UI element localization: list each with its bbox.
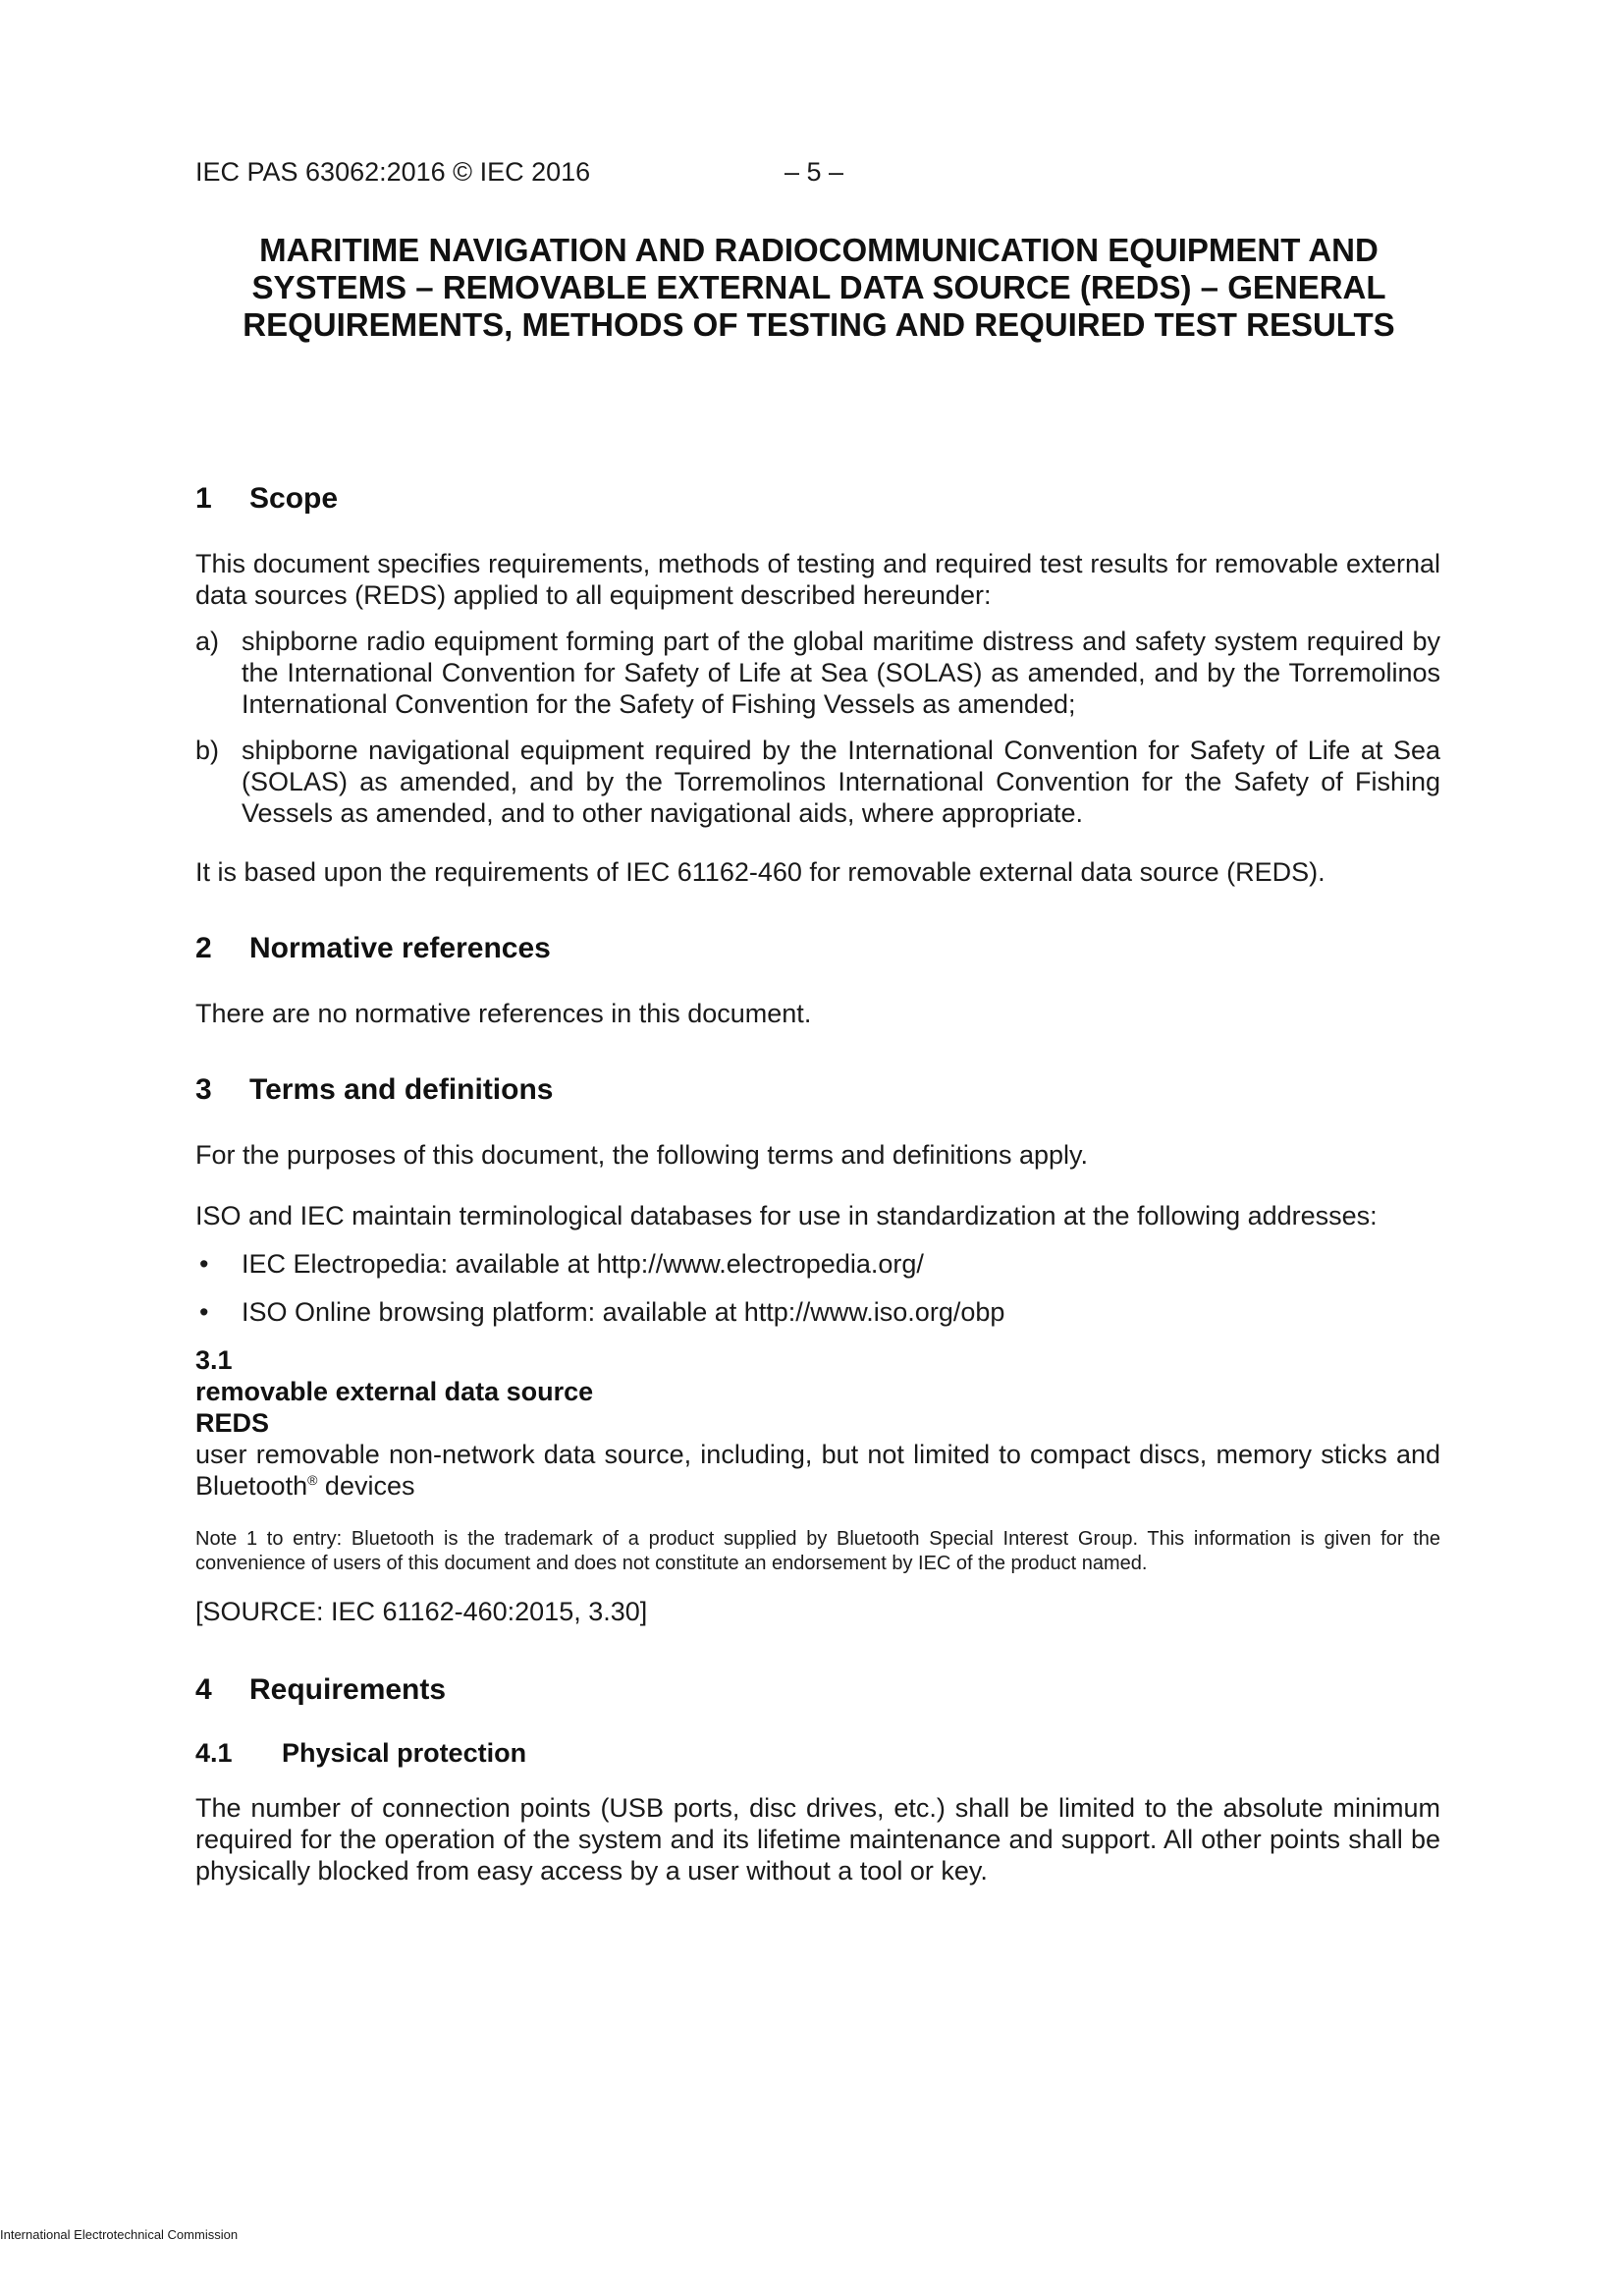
list-text: shipborne navigational equipment required by the International Convention for Safety of Life at Sea (SOLAS) as amended, and by the Torremolinos International Convention for the Safety of Fishing Vessels as amended, and to other navigational aids, where appropriate. [242,736,1440,828]
page-header [195,157,844,188]
section-title: Scope [249,482,339,515]
scope-intro: This document specifies requirements, methods of testing and required test results for removable external data sources (REDS) applied to all equipment described hereunder: [195,549,1440,610]
list-text: IEC Electropedia: available at http://www.electropedia.org/ [242,1249,924,1279]
section-number: 1 [195,482,212,515]
section-2-heading [195,929,1440,968]
subsection-number: 4.1 [195,1738,233,1768]
list-item [195,735,1440,829]
term-number: 3.1 [195,1345,233,1375]
page-number: – 5 – [784,157,844,187]
normative-text: There are no normative references in this document. [195,999,812,1028]
subsection-4-1-heading [195,1735,1440,1771]
bullet-icon: • [199,1297,209,1327]
list-text: shipborne radio equipment forming part of the global maritime distress and safety system required by the International Convention for Safety of Life at Sea (SOLAS) as amended, and by the Torremolinos International Convention for the Safety of Fishing Vessels as amended; [242,627,1440,719]
list-label: a) [195,627,220,656]
doc-id: IEC PAS 63062:2016 © IEC 2016 [195,157,591,187]
section-3-heading [195,1070,1440,1110]
registered-mark: ® [307,1472,318,1488]
term-abbreviation: REDS [195,1408,270,1438]
section-number: 4 [195,1673,212,1706]
section-title: Terms and definitions [249,1073,554,1106]
note-to-entry: Note 1 to entry: Bluetooth is the trademark of a product supplied by Bluetooth Special Interest Group. This information is given for the convenience of users of this document and does not constitute an endorsement by IEC of the product named. [195,1528,1440,1574]
list-text: ISO Online browsing platform: available at http://www.iso.org/obp [242,1297,1005,1327]
term-definition: user removable non-network data source, including, but not limited to compact discs, memory sticks and Bluetooth® devices [195,1440,1440,1501]
terms-intro: For the purposes of this document, the following terms and definitions apply. [195,1140,1088,1170]
section-4-heading [195,1670,1440,1710]
subsection-title: Physical protection [282,1738,527,1768]
document-title: MARITIME NAVIGATION AND RADIOCOMMUNICATION EQUIPMENT AND SYSTEMS – REMOVABLE EXTERNAL DATA SOURCE (REDS) – GENERAL REQUIREMENTS, METHODS OF TESTING AND REQUIRED TEST RESULTS [243,232,1395,343]
page-footer: International Electrotechnical Commission [0,2227,239,2242]
section-1-heading [195,479,1440,519]
term-name: removable external data source [195,1377,594,1406]
bullet-icon: • [199,1249,209,1279]
list-item [195,1248,1440,1280]
terms-databases: ISO and IEC maintain terminological databases for use in standardization at the following addresses: [195,1201,1378,1230]
term-source: [SOURCE: IEC 61162-460:2015, 3.30] [195,1597,648,1626]
section-number: 2 [195,932,212,964]
physical-protection-text: The number of connection points (USB ports, disc drives, etc.) shall be limited to the absolute minimum required for the operation of the system and its lifetime maintenance and support. All other points shall be physically blocked from easy access by a user without a tool or key. [195,1793,1440,1886]
document-body [195,479,1440,1886]
list-label: b) [195,736,220,765]
section-title: Requirements [249,1673,447,1706]
scope-list [195,626,1440,829]
section-number: 3 [195,1073,212,1106]
term-entry [195,1344,1440,1502]
section-title: Normative references [249,932,551,964]
database-list [195,1248,1440,1328]
list-item [195,626,1440,720]
scope-basis: It is based upon the requirements of IEC 61162-460 for removable external data source (REDS). [195,857,1325,887]
list-item [195,1296,1440,1328]
